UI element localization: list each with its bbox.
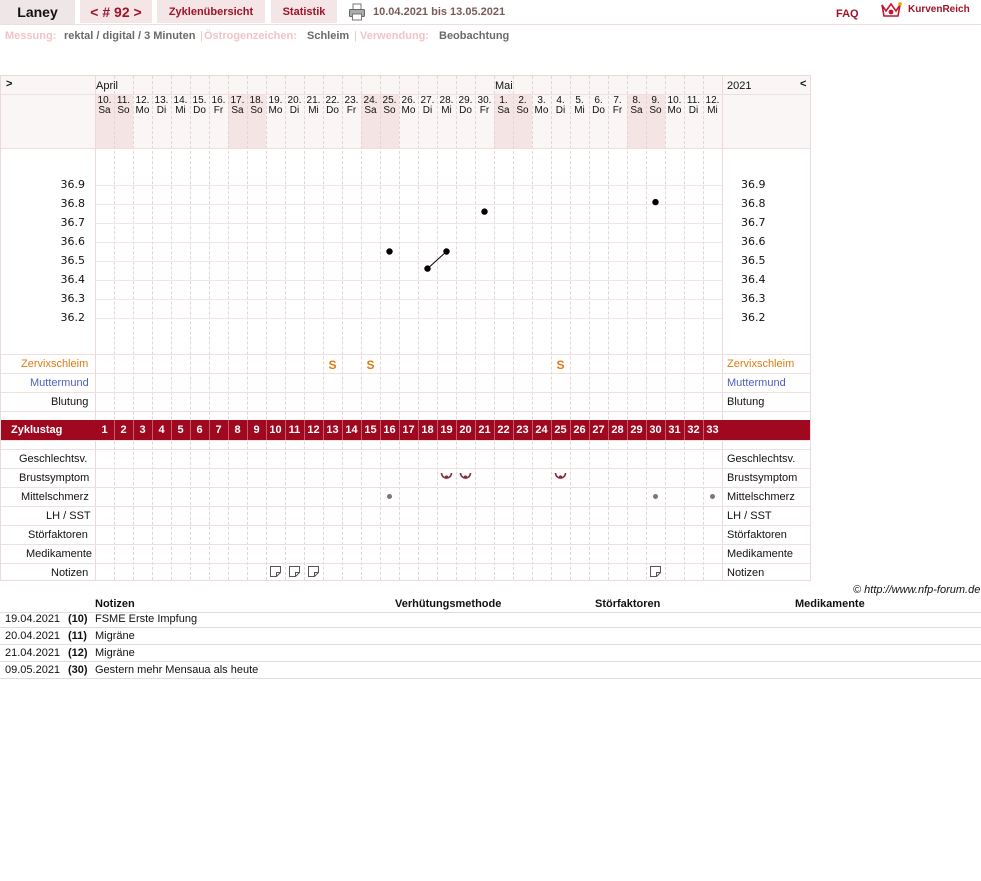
note-date: 21.04.2021: [5, 647, 61, 659]
cycle-day-divider: [418, 420, 419, 440]
usage-value: Beobachtung: [439, 30, 510, 42]
cycle-day-cell[interactable]: 28: [611, 424, 624, 436]
cycle-day-cell[interactable]: 13: [326, 424, 339, 436]
user-name: Laney: [0, 0, 75, 24]
row-label-muttermund-right: Muttermund: [727, 377, 786, 389]
row-label-zervix-right: Zervixschleim: [727, 358, 795, 370]
chart-nav-next[interactable]: <: [800, 78, 807, 90]
estrogen-value: Schleim: [307, 30, 350, 42]
cycle-day-cell[interactable]: 3: [139, 424, 146, 436]
day-weekday: Mi: [308, 105, 319, 116]
cycle-day-cell[interactable]: 7: [215, 424, 222, 436]
estrogen-label: Östrogenzeichen:: [204, 30, 297, 42]
day-weekday: Di: [555, 105, 566, 116]
day-weekday: Mo: [534, 105, 549, 116]
temp-point[interactable]: [481, 208, 487, 214]
cycle-day-cell[interactable]: 16: [383, 424, 396, 436]
top-bar: [0, 0, 981, 25]
zervix-mark[interactable]: S: [328, 358, 337, 372]
col-notes: Notizen: [95, 598, 135, 610]
day-date: 23.: [344, 95, 359, 106]
day-weekday: So: [649, 105, 662, 116]
note-icon[interactable]: [270, 566, 281, 577]
day-weekday: Mo: [135, 105, 150, 116]
cycle-day-divider: [437, 420, 438, 440]
chart-nav-prev[interactable]: >: [6, 78, 13, 90]
temp-tick-left: 36.6: [60, 235, 85, 248]
tab-statistics[interactable]: Statistik: [271, 0, 337, 23]
cycle-day-cell[interactable]: 15: [364, 424, 377, 436]
day-date: 10.: [97, 95, 112, 106]
row-label-lhsst: LH / SST: [46, 510, 91, 522]
cycle-day-cell[interactable]: 31: [668, 424, 681, 436]
temp-tick-right: 36.8: [741, 197, 766, 210]
cycle-day-divider: [532, 420, 533, 440]
cycle-day-cell[interactable]: 19: [440, 424, 453, 436]
note-date: 20.04.2021: [5, 630, 61, 642]
day-date: 7.: [613, 95, 622, 106]
temp-tick-right: 36.9: [741, 178, 766, 191]
cycle-day-divider: [133, 420, 134, 440]
temp-tick-right: 36.6: [741, 235, 766, 248]
day-weekday: Mo: [401, 105, 416, 116]
cycle-day-divider: [152, 420, 153, 440]
cycle-day-divider: [247, 420, 248, 440]
cycle-day-cell[interactable]: 27: [592, 424, 605, 436]
breast-symptom-icon[interactable]: [554, 471, 567, 483]
breast-symptom-icon[interactable]: [440, 471, 453, 483]
cycle-day-cell[interactable]: 5: [177, 424, 184, 436]
day-date: 15.: [192, 95, 207, 106]
cycle-day-cell[interactable]: 23: [516, 424, 529, 436]
day-date: 27.: [420, 95, 435, 106]
day-weekday: Mi: [175, 105, 186, 116]
month-mai: Mai: [495, 80, 513, 92]
note-icon[interactable]: [289, 566, 300, 577]
row-label-notizen: Notizen: [51, 567, 89, 579]
day-weekday: Do: [459, 105, 472, 116]
day-date: 17.: [230, 95, 245, 106]
temp-tick-right: 36.4: [741, 273, 766, 286]
day-date: 12.: [135, 95, 150, 106]
zervix-mark[interactable]: S: [366, 358, 375, 372]
cycle-day-divider: [380, 420, 381, 440]
tab-cycle-overview[interactable]: Zyklenübersicht: [157, 0, 265, 23]
day-date: 13.: [154, 95, 169, 106]
day-weekday: Di: [688, 105, 699, 116]
copyright[interactable]: © http://www.nfp-forum.de: [853, 584, 981, 596]
crown-heart-icon: [880, 1, 902, 19]
mittelschmerz-dot[interactable]: [387, 494, 392, 499]
date-range: 10.04.2021 bis 13.05.2021: [373, 6, 506, 18]
cycle-day-cell[interactable]: 33: [706, 424, 719, 436]
separator: |: [200, 30, 203, 42]
cycle-day-divider: [627, 420, 628, 440]
faq-link[interactable]: FAQ: [836, 8, 859, 20]
day-date: 19.: [268, 95, 283, 106]
col-method: Verhütungsmethode: [395, 598, 502, 610]
usage-label: Verwendung:: [360, 30, 430, 42]
cycle-day-cell[interactable]: 26: [573, 424, 586, 436]
col-factors: Störfaktoren: [595, 598, 661, 610]
cycle-day-divider: [494, 420, 495, 440]
day-weekday: Do: [193, 105, 206, 116]
row-label-brustsymptom: Brustsymptom: [19, 472, 90, 484]
day-date: 26.: [401, 95, 416, 106]
cycle-day-cell[interactable]: 17: [402, 424, 415, 436]
cycle-day-divider: [570, 420, 571, 440]
cycle-day-band: [1, 420, 810, 440]
cycle-day-cell[interactable]: 22: [497, 424, 510, 436]
mittelschmerz-dot[interactable]: [710, 494, 715, 499]
col-meds: Medikamente: [795, 598, 865, 610]
day-weekday: Sa: [364, 105, 377, 116]
cycle-day-label: Zyklustag: [11, 424, 63, 436]
day-weekday: Mi: [707, 105, 718, 116]
note-note: Migräne: [95, 647, 135, 659]
cycle-day-cell[interactable]: 4: [158, 424, 165, 436]
temp-tick-left: 36.5: [60, 254, 85, 267]
day-date: 24.: [363, 95, 378, 106]
day-date: 30.: [477, 95, 492, 106]
cycle-day-divider: [209, 420, 210, 440]
cycle-day-cell[interactable]: 25: [554, 424, 567, 436]
day-weekday: Fr: [612, 105, 623, 116]
cycle-chart: [0, 75, 811, 581]
breast-symptom-icon[interactable]: [459, 471, 472, 483]
cycle-day-divider: [342, 420, 343, 440]
day-weekday: Mi: [574, 105, 585, 116]
temp-tick-left: 36.4: [60, 273, 85, 286]
note-date: 09.05.2021: [5, 664, 61, 676]
day-date: 10.: [667, 95, 682, 106]
note-note: FSME Erste Impfung: [95, 613, 198, 625]
printer-icon[interactable]: [348, 3, 366, 21]
day-date: 4.: [556, 95, 565, 106]
temp-tick-right: 36.2: [741, 311, 766, 324]
measurement-label: Messung:: [5, 30, 57, 42]
day-date: 2.: [518, 95, 527, 106]
temp-point[interactable]: [652, 199, 658, 205]
cycle-day-divider: [456, 420, 457, 440]
day-weekday: Fr: [479, 105, 490, 116]
day-weekday: Sa: [231, 105, 244, 116]
row-label-geschlechtsv: Geschlechtsv.: [19, 453, 88, 465]
day-date: 25.: [382, 95, 397, 106]
table-row[interactable]: [0, 662, 981, 679]
day-weekday: Do: [326, 105, 339, 116]
temp-tick-left: 36.7: [60, 216, 85, 229]
cycle-day-divider: [684, 420, 685, 440]
day-date: 16.: [211, 95, 226, 106]
day-date: 11.: [116, 95, 131, 106]
cycle-day-cell[interactable]: 1: [101, 424, 108, 436]
row-label-medikamente-right: Medikamente: [727, 548, 794, 560]
cycle-day-divider: [190, 420, 191, 440]
cycle-day-divider: [399, 420, 400, 440]
cycle-day-divider: [513, 420, 514, 440]
day-weekday: Sa: [98, 105, 111, 116]
note-icon[interactable]: [308, 566, 319, 577]
day-date: 9.: [651, 95, 660, 106]
cycle-day-cell[interactable]: 30: [649, 424, 662, 436]
day-date: 29.: [458, 95, 473, 106]
temp-point[interactable]: [443, 248, 449, 254]
row-label-zervix: Zervixschleim: [21, 358, 89, 370]
cycle-day-divider: [304, 420, 305, 440]
cycle-day-divider: [285, 420, 286, 440]
day-date: 12.: [705, 95, 720, 106]
day-weekday: So: [117, 105, 130, 116]
day-date: 3.: [537, 95, 546, 106]
cycle-day-cell[interactable]: 20: [459, 424, 472, 436]
day-date: 21.: [306, 95, 321, 106]
cycle-day-cell[interactable]: 6: [196, 424, 203, 436]
cycle-day-divider: [608, 420, 609, 440]
day-date: 11.: [686, 95, 701, 106]
cycle-day-cell[interactable]: 29: [630, 424, 643, 436]
row-label-stoerfaktoren-right: Störfaktoren: [727, 529, 787, 541]
cycle-day-divider: [551, 420, 552, 440]
row-label-brustsymptom-right: Brustsymptom: [727, 472, 798, 484]
day-date: 6.: [594, 95, 603, 106]
cycle-day-cell[interactable]: 24: [535, 424, 548, 436]
temp-tick-left: 36.8: [60, 197, 85, 210]
day-weekday: Sa: [497, 105, 510, 116]
cycle-day-divider: [266, 420, 267, 440]
day-weekday: Mo: [667, 105, 682, 116]
row-label-blutung-right: Blutung: [727, 396, 765, 408]
cycle-day-divider: [475, 420, 476, 440]
cycle-day-cell[interactable]: 21: [478, 424, 491, 436]
row-label-notizen-right: Notizen: [727, 567, 765, 579]
row-label-muttermund: Muttermund: [30, 377, 89, 389]
temperature-curve: [1, 76, 810, 582]
temp-point[interactable]: [386, 248, 392, 254]
temp-tick-right: 36.5: [741, 254, 766, 267]
day-weekday: Do: [592, 105, 605, 116]
zervix-mark[interactable]: S: [556, 358, 565, 372]
measurement-value: rektal / digital / 3 Minuten: [64, 30, 196, 42]
day-weekday: Di: [156, 105, 167, 116]
cycle-day-cell[interactable]: 14: [345, 424, 358, 436]
temp-segment: [428, 252, 447, 269]
day-date: 28.: [439, 95, 454, 106]
row-label-geschlechtsv-right: Geschlechtsv.: [727, 453, 796, 465]
table-row[interactable]: [0, 628, 981, 645]
table-row[interactable]: [0, 611, 981, 628]
row-label-mittelschmerz: Mittelschmerz: [21, 491, 89, 503]
cycle-day-divider: [228, 420, 229, 440]
year-label: 2021: [727, 80, 752, 92]
note-day: (12): [68, 647, 88, 659]
mittelschmerz-dot[interactable]: [653, 494, 658, 499]
note-note: Migräne: [95, 630, 135, 642]
note-day: (10): [68, 613, 88, 625]
cycle-day-divider: [171, 420, 172, 440]
cycle-day-cell[interactable]: 12: [307, 424, 320, 436]
temp-tick-left: 36.2: [60, 311, 85, 324]
day-weekday: Mo: [268, 105, 283, 116]
brand-name[interactable]: KurvenReich: [908, 4, 970, 15]
day-weekday: So: [516, 105, 529, 116]
day-weekday: So: [383, 105, 396, 116]
cycle-day-divider: [361, 420, 362, 440]
cycle-day-cell[interactable]: 2: [120, 424, 127, 436]
cycle-day-cell[interactable]: 10: [269, 424, 282, 436]
day-date: 20.: [287, 95, 302, 106]
day-date: 8.: [632, 95, 641, 106]
temp-tick-left: 36.3: [60, 292, 85, 305]
cycle-day-divider: [703, 420, 704, 440]
temp-tick-right: 36.7: [741, 216, 766, 229]
temp-tick-left: 36.9: [60, 178, 85, 191]
cycle-day-divider: [665, 420, 666, 440]
temp-point[interactable]: [424, 265, 430, 271]
cycle-day-cell[interactable]: 32: [687, 424, 700, 436]
row-label-lhsst-right: LH / SST: [727, 510, 772, 522]
row-label-mittelschmerz-right: Mittelschmerz: [727, 491, 795, 503]
day-weekday: Fr: [213, 105, 224, 116]
cycle-day-cell[interactable]: 9: [253, 424, 260, 436]
month-april: April: [96, 80, 119, 92]
day-weekday: Mi: [441, 105, 452, 116]
day-weekday: So: [250, 105, 263, 116]
row-label-blutung: Blutung: [51, 396, 89, 408]
day-date: 18.: [249, 95, 264, 106]
day-weekday: Di: [289, 105, 300, 116]
row-label-stoerfaktoren: Störfaktoren: [28, 529, 88, 541]
temp-tick-right: 36.3: [741, 292, 766, 305]
cycle-day-divider: [323, 420, 324, 440]
day-date: 14.: [173, 95, 188, 106]
row-label-medikamente: Medikamente: [26, 548, 93, 560]
cycle-day-divider: [646, 420, 647, 440]
cycle-day-cell[interactable]: 8: [234, 424, 241, 436]
separator: |: [354, 30, 357, 42]
cycle-nav[interactable]: < # 92 >: [80, 0, 152, 23]
note-note: Gestern mehr Mensaua als heute: [95, 664, 259, 676]
table-row[interactable]: [0, 645, 981, 662]
day-weekday: Sa: [630, 105, 643, 116]
note-day: (11): [68, 630, 87, 642]
day-date: 22.: [325, 95, 340, 106]
cycle-day-cell[interactable]: 11: [288, 424, 301, 436]
note-day: (30): [68, 664, 88, 676]
day-date: 1.: [499, 95, 508, 106]
note-date: 19.04.2021: [5, 613, 61, 625]
cycle-day-divider: [589, 420, 590, 440]
cycle-day-divider: [114, 420, 115, 440]
day-weekday: Fr: [346, 105, 357, 116]
day-date: 5.: [575, 95, 584, 106]
note-icon[interactable]: [650, 566, 661, 577]
cycle-day-cell[interactable]: 18: [421, 424, 434, 436]
day-weekday: Di: [422, 105, 433, 116]
